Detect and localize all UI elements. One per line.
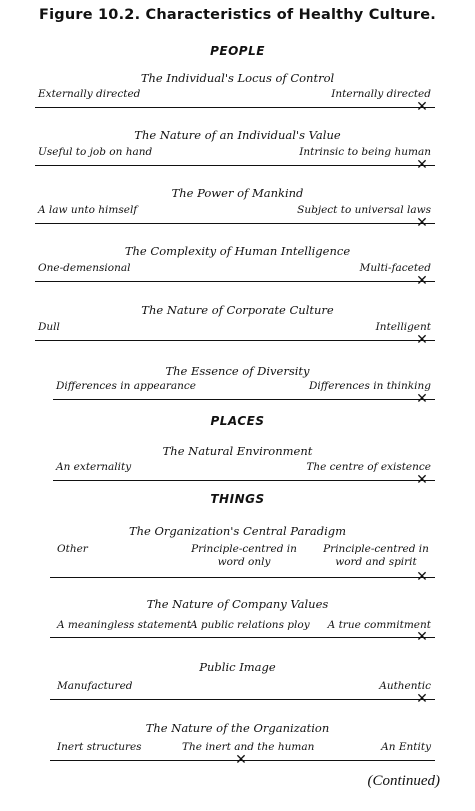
scale-right-label: A true commitment: [327, 619, 431, 631]
scale-right-label: Intelligent: [375, 321, 431, 333]
scale-left-label: Inert structures: [57, 741, 142, 753]
scale-title: The Essence of Diversity: [165, 364, 310, 378]
scale-right-label: Authentic: [379, 680, 431, 692]
scale-right-label: Multi-faceted: [359, 262, 431, 274]
scale-right-label: Principle-centred in word and spirit: [323, 543, 429, 568]
scale-line: [50, 637, 435, 638]
scale-line: [35, 340, 435, 341]
figure-title: Figure 10.2. Characteristics of Healthy Culture.: [39, 7, 436, 23]
cross-mark-icon: ✕: [416, 273, 428, 289]
scale-title: The Complexity of Human Intelligence: [124, 244, 351, 258]
scale-right-label: Internally directed: [331, 88, 431, 100]
scale-right-label: The centre of existence: [306, 461, 431, 473]
scale-left-label: Externally directed: [38, 88, 141, 100]
scale-left-label: One-demensional: [38, 262, 131, 274]
cross-mark-icon: ✕: [416, 691, 428, 707]
scale-middle-label: A public relations ploy: [190, 619, 310, 631]
scale-line: [50, 577, 435, 578]
cross-mark-icon: ✕: [416, 472, 428, 488]
scale-right-label: An Entity: [381, 741, 431, 753]
scale-left-label: An externality: [56, 461, 132, 473]
scale-right-label: Intrinsic to being human: [299, 146, 431, 158]
scale-title: The Nature of an Individual's Value: [134, 128, 341, 142]
scale-line: [53, 480, 435, 481]
cross-mark-icon: ✕: [416, 99, 428, 115]
scale-title: The Nature of Corporate Culture: [141, 303, 334, 317]
cross-mark-icon: ✕: [235, 752, 247, 768]
scale-left-label: Differences in appearance: [56, 380, 197, 392]
scale-line: [35, 165, 435, 166]
section-heading-places: PLACES: [210, 414, 265, 428]
scale-title: The Nature of the Organization: [145, 721, 330, 735]
scale-title: The Power of Mankind: [171, 186, 304, 200]
section-heading-people: PEOPLE: [210, 44, 265, 58]
section-heading-things: THINGS: [210, 492, 265, 506]
cross-mark-icon: ✕: [416, 629, 428, 645]
scale-left-label: Useful to job on hand: [38, 146, 153, 158]
cross-mark-icon: ✕: [416, 391, 428, 407]
scale-title: The Natural Environment: [162, 444, 313, 458]
cross-mark-icon: ✕: [416, 332, 428, 348]
scale-right-label: Differences in thinking: [308, 380, 431, 392]
scale-line: [35, 281, 435, 282]
scale-line: [35, 107, 435, 108]
scale-line: [35, 223, 435, 224]
scale-title: The Individual's Locus of Control: [140, 71, 335, 85]
scale-left-label: Manufactured: [57, 680, 133, 692]
scale-line: [50, 699, 435, 700]
scale-title: Public Image: [199, 660, 276, 674]
scale-right-label: Subject to universal laws: [297, 204, 431, 216]
scale-middle-label: The inert and the human: [182, 741, 315, 753]
scale-left-label: A law unto himself: [38, 204, 138, 216]
continued-note: (Continued): [367, 773, 440, 789]
cross-mark-icon: ✕: [416, 569, 428, 585]
scale-middle-label: Principle-centred in word only: [191, 543, 297, 568]
scale-line: [53, 399, 435, 400]
cross-mark-icon: ✕: [416, 157, 428, 173]
scale-left-label: Dull: [38, 321, 60, 333]
cross-mark-icon: ✕: [416, 215, 428, 231]
scale-title: The Organization's Central Paradigm: [128, 524, 347, 538]
scale-left-label: A meaningless statement: [57, 619, 192, 631]
scale-title: The Nature of Company Values: [146, 597, 329, 611]
scale-left-label: Other: [57, 543, 88, 555]
